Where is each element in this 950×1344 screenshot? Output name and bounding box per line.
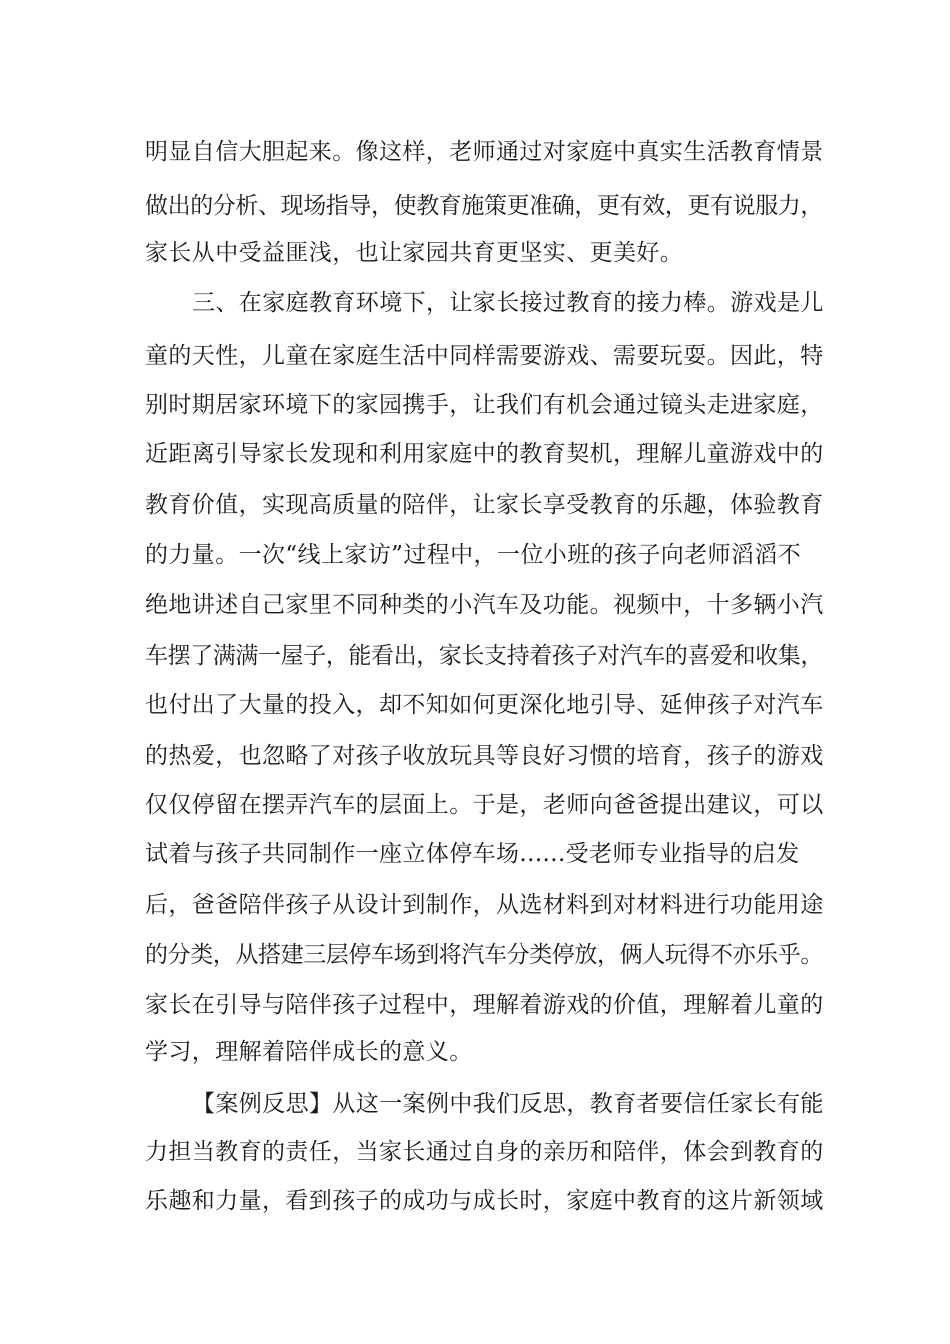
text-line: 学习，理解着陪伴成长的意义。 [145,1039,473,1065]
text-line: 绝地讲述自己家里不同种类的小汽车及功能。视频中，十多辆小汽 [145,592,824,618]
text-line: 教育价值，实现高质量的陪伴，让家长享受教育的乐趣，体验教育 [145,492,824,518]
text-line: 仅仅停留在摆弄汽车的层面上。于是，老师向爸爸提出建议，可以 [145,792,824,818]
text-line: 后，爸爸陪伴孩子从设计到制作，从选材料到对材料进行功能用途 [145,892,824,918]
text-line: 家长从中受益匪浅，也让家园共育更坚实、更美好。 [145,240,684,266]
text-line: 乐趣和力量，看到孩子的成功与成长时，家庭中教育的这片新领域 [145,1188,824,1214]
text-line: 近距离引导家长发现和利用家庭中的教育契机，理解儿童游戏中的 [145,441,824,467]
text-line: 做出的分析、现场指导，使教育施策更准确，更有效，更有说服力， [145,193,824,219]
paragraph-start-line: 三、在家庭教育环境下，让家长接过教育的接力棒。游戏是儿 [192,290,824,316]
text-line: 力担当教育的责任，当家长通过自身的亲历和陪伴，体会到教育的 [145,1139,824,1165]
text-line: 别时期居家环境下的家园携手，让我们有机会通过镜头走进家庭， [145,392,824,418]
paragraph-start-line: 【案例反思】从这一案例中我们反思，教育者要信任家长有能 [192,1091,824,1117]
text-line: 的热爱，也忽略了对孩子收放玩具等良好习惯的培育，孩子的游戏 [145,743,824,769]
text-line: 家长在引导与陪伴孩子过程中，理解着游戏的价值，理解着儿童的 [145,992,824,1018]
text-line: 车摆了满满一屋子，能看出，家长支持着孩子对汽车的喜爱和收集， [145,643,824,669]
text-line: 试着与孩子共同制作一座立体停车场......受老师专业指导的启发 [145,841,800,867]
text-line: 也付出了大量的投入，却不知如何更深化地引导、延伸孩子对汽车 [145,692,824,718]
text-line: 童的天性，儿童在家庭生活中同样需要游戏、需要玩耍。因此，特 [145,343,824,369]
text-line: 的力量。一次“线上家访”过程中，一位小班的孩子向老师滔滔不 [145,542,802,568]
text-line: 明显自信大胆起来。像这样，老师通过对家庭中真实生活教育情景 [145,139,824,165]
text-line: 的分类，从搭建三层停车场到将汽车分类停放，俩人玩得不亦乐乎。 [145,942,824,968]
